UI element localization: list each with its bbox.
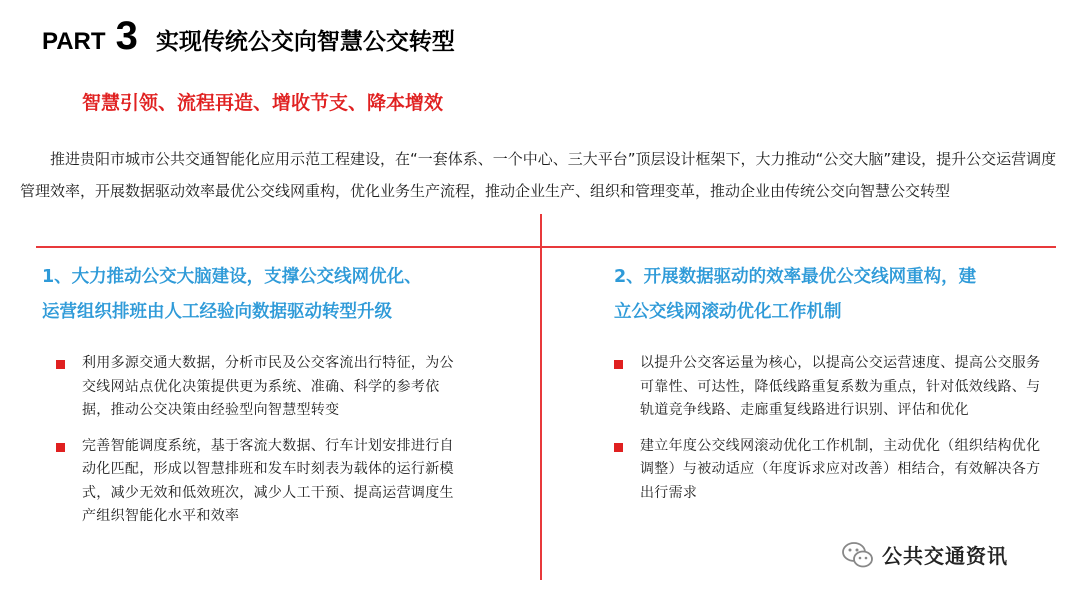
page-title: 实现传统公交向智慧公交转型 xyxy=(155,29,455,55)
square-bullet-icon xyxy=(614,360,623,369)
wechat-icon xyxy=(842,541,874,569)
vertical-divider xyxy=(540,214,542,580)
bullet-text: 建立年度公交线网滚动优化工作机制，主动优化（组织结构优化调整）与被动适应（年度诉求应对改善）相结合，有效解决各方出行需求 xyxy=(640,437,1041,501)
right-column xyxy=(614,260,1054,501)
left-column xyxy=(42,260,502,524)
horizontal-divider xyxy=(36,246,1056,248)
left-heading-line-2: 运营组织排班由人工经验向数据驱动转型升级 xyxy=(42,302,392,322)
slide-subtitle: 智慧引领、流程再造、增收节支、降本增效 xyxy=(82,92,444,114)
slide-header xyxy=(42,14,455,66)
left-heading-line-1: 1、大力推动公交大脑建设，支撑公交线网优化、 xyxy=(42,267,422,287)
bullet-text: 利用多源交通大数据，分析市民及公交客流出行特征，为公交线网站点优化决策提供更为系统、准确、科学的参考依据，推动公交决策由经验型向智慧型转变 xyxy=(82,355,454,418)
list-item xyxy=(614,435,1046,506)
right-heading-line-1: 2、开展数据驱动的效率最优公交线网重构，建 xyxy=(614,267,977,287)
square-bullet-icon xyxy=(614,443,623,452)
right-bullet-list xyxy=(614,352,1046,517)
watermark xyxy=(842,540,1008,569)
left-bullet-list xyxy=(56,352,456,541)
square-bullet-icon xyxy=(56,360,65,369)
bullet-text: 以提升公交客运量为核心，以提高公交运营速度、提高公交服务可靠性、可达性，降低线路重复系数为重点，针对低效线路、与轨道竞争线路、走廊重复线路进行识别、评估和优化 xyxy=(640,355,1041,418)
square-bullet-icon xyxy=(56,443,65,452)
watermark-text: 公共交通资讯 xyxy=(882,544,1008,568)
intro-paragraph: 推进贵阳市城市公共交通智能化应用示范工程建设，在“一套体系、一个中心、三大平台”顶层设计框架下，大力推动“公交大脑”建设，提升公交运营调度管理效率，开展数据驱动效率最优公交线网重构，优化业务生产流程，推动企业生产、组织和管理变革，推动企业由传统公交向智慧公交转型 xyxy=(20,150,1057,200)
part-number: 3 xyxy=(115,14,138,58)
right-column-heading xyxy=(614,260,1054,330)
left-column-heading xyxy=(42,260,502,330)
list-item xyxy=(614,352,1046,423)
list-item xyxy=(56,435,456,529)
right-heading-line-2: 立公交线网滚动优化工作机制 xyxy=(614,302,842,322)
bullet-text: 完善智能调度系统，基于客流大数据、行车计划安排进行自动化匹配，形成以智慧排班和发车时刻表为载体的运行新模式，减少无效和低效班次，减少人工干预、提高运营调度生产组织智能化水平和效率 xyxy=(82,437,454,524)
part-label: PART xyxy=(42,28,106,55)
list-item xyxy=(56,352,456,423)
